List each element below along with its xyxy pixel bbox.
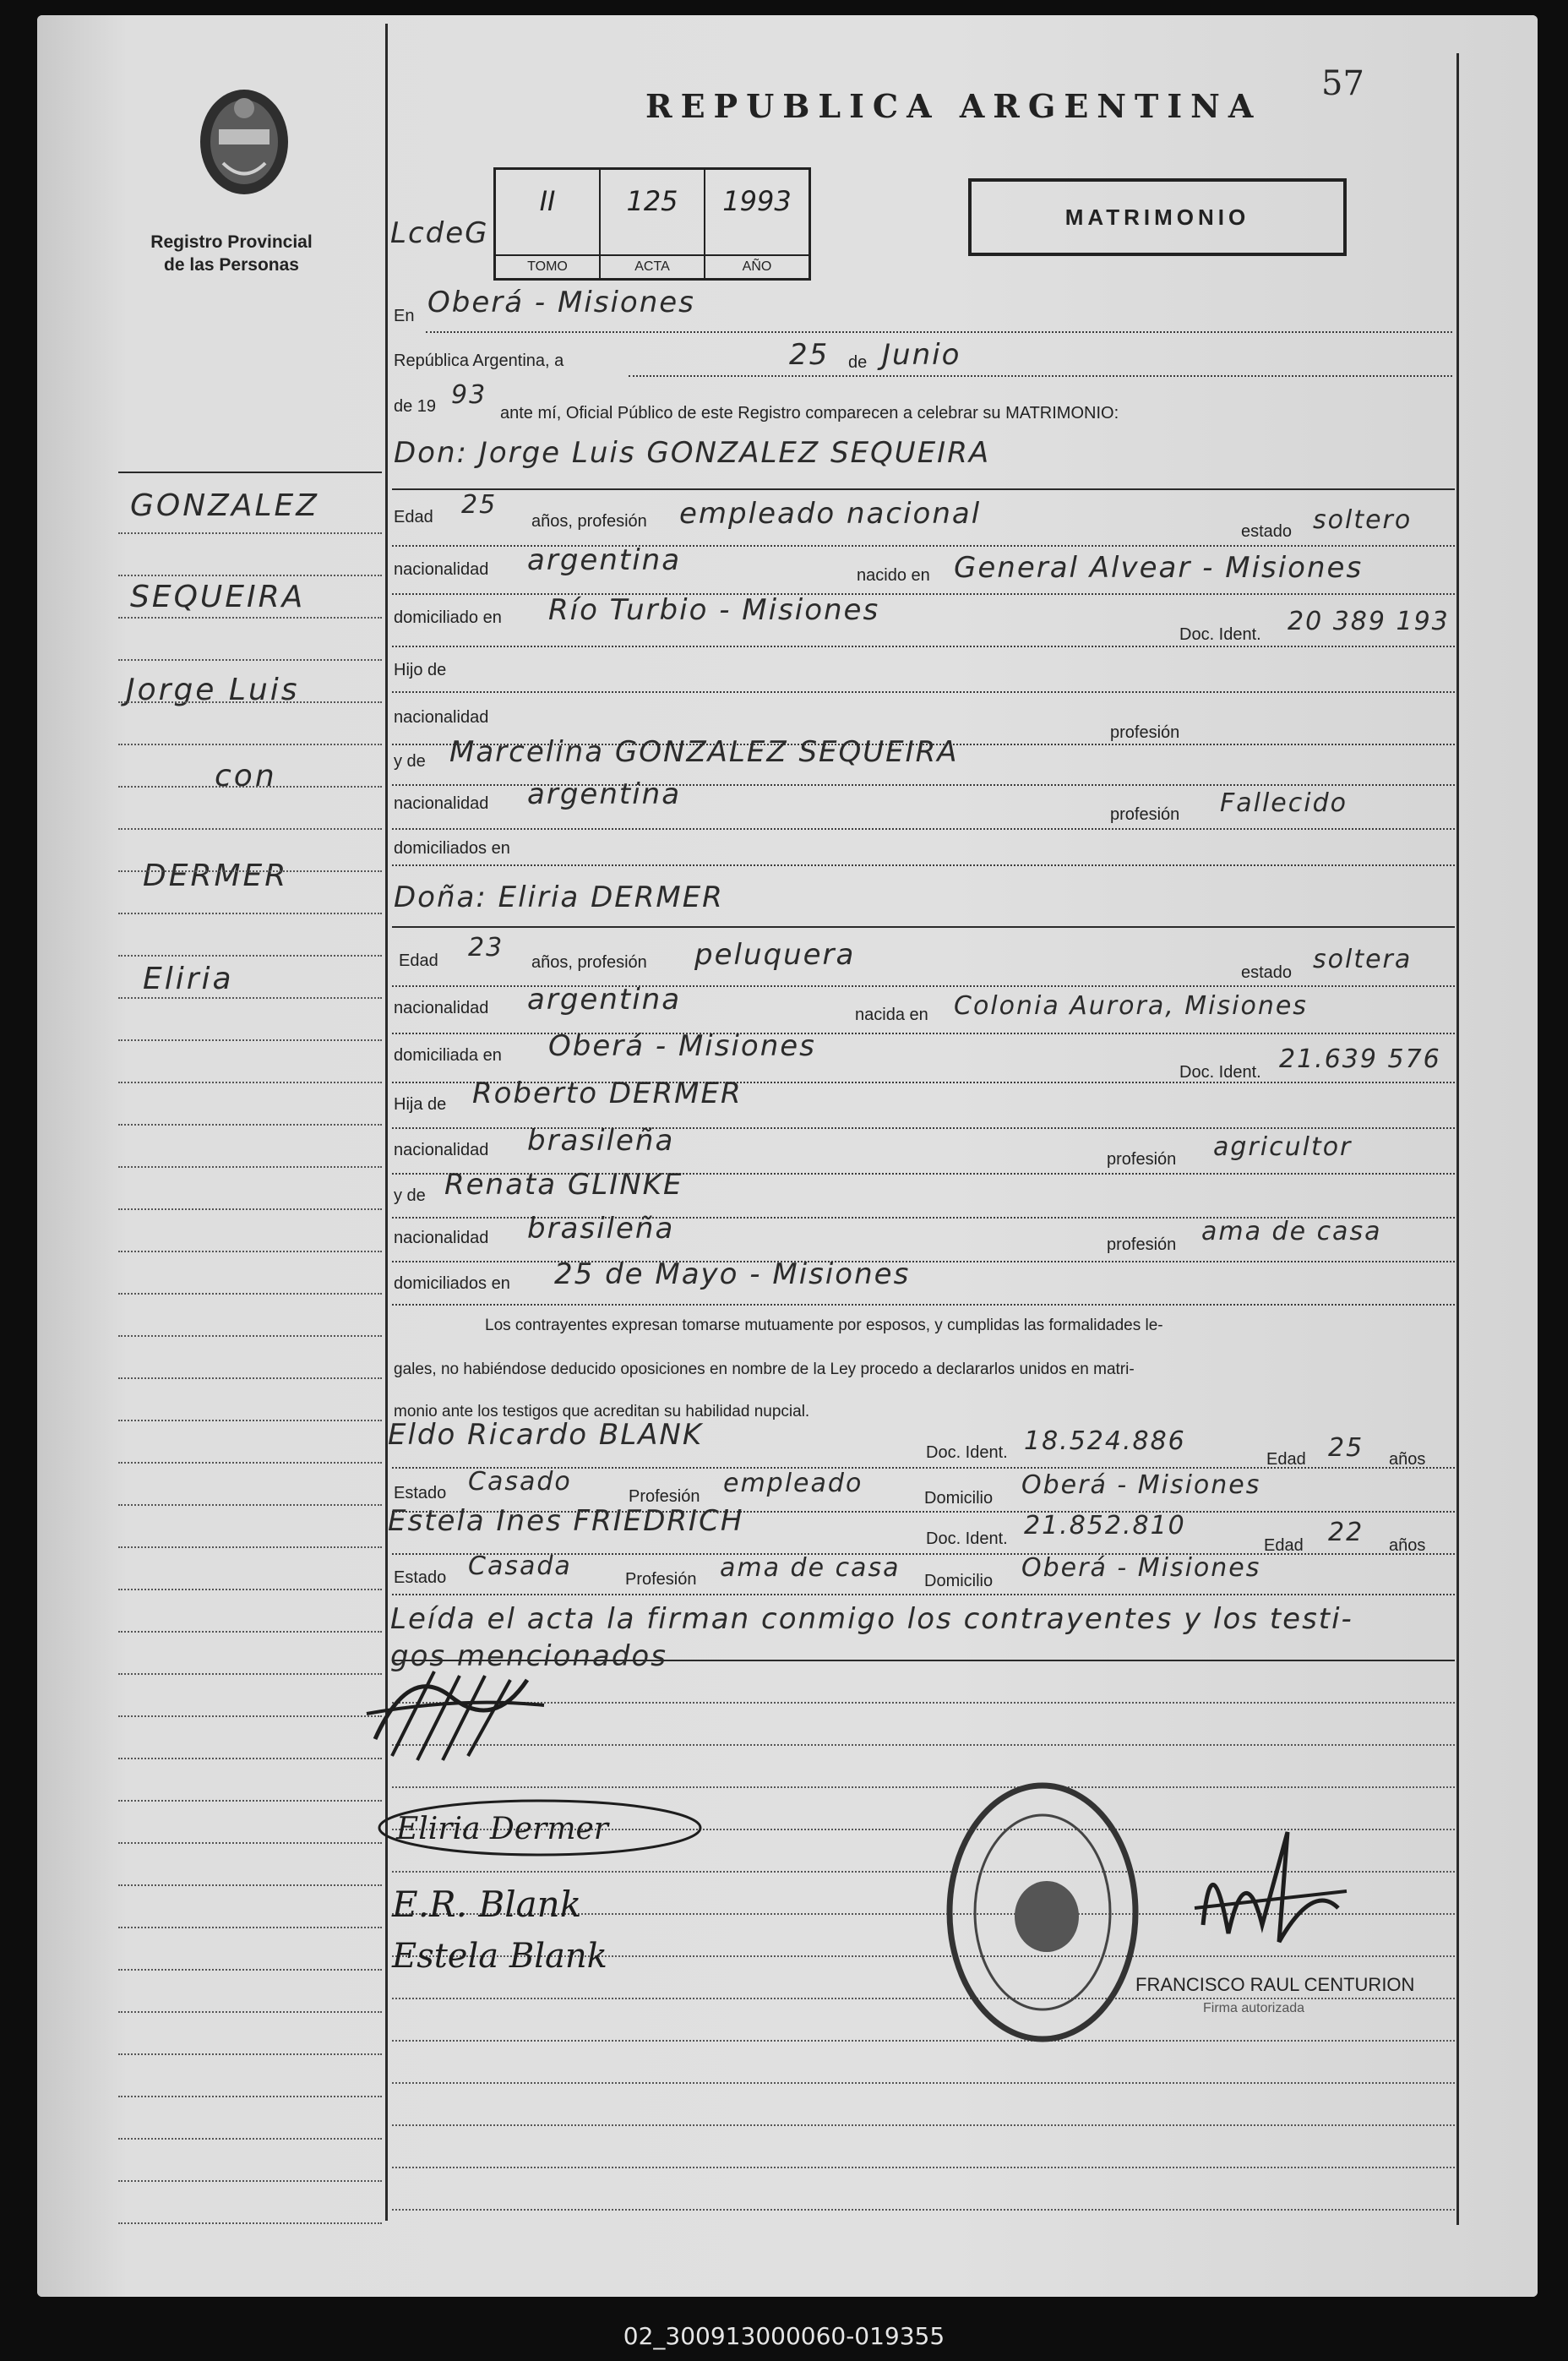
bride-profession: peluquera xyxy=(694,938,856,972)
ano-cell xyxy=(705,170,808,278)
margin-ruled-line xyxy=(118,828,382,830)
witness2-anos-label: años xyxy=(1389,1536,1426,1555)
ruled-line xyxy=(392,2040,1455,2042)
groom-dom-label: domiciliado en xyxy=(394,608,502,627)
witness2-signature-icon xyxy=(384,1925,671,1984)
groom-mother-nationality: argentina xyxy=(527,777,682,811)
witness1-doc-label: Doc. Ident. xyxy=(926,1443,1008,1462)
officer-caption: Firma autorizada xyxy=(1203,2001,1305,2015)
country-title: REPUBLICA ARGENTINA xyxy=(645,87,1262,125)
tomo-value: II xyxy=(539,185,556,217)
year: 93 xyxy=(451,380,487,410)
ano-value: 1993 xyxy=(722,185,792,217)
margin-ruled-line xyxy=(118,575,382,576)
margin-ruled-line xyxy=(118,913,382,914)
margin-ruled-line xyxy=(118,1504,382,1506)
ruled-line xyxy=(392,2209,1455,2211)
margin-ruled-line xyxy=(118,1251,382,1252)
ruled-line xyxy=(392,2167,1455,2168)
bride-mother: Renata GLINKE xyxy=(444,1168,683,1202)
margin-surname1: GONZALEZ xyxy=(130,488,319,523)
official-seal-icon xyxy=(941,1773,1144,2052)
bride-domicile: Oberá - Misiones xyxy=(548,1029,816,1063)
witness1-age: 25 xyxy=(1328,1433,1364,1463)
bride-signature-icon xyxy=(371,1790,709,1866)
margin-ruled-line xyxy=(118,1800,382,1802)
officer-name: FRANCISCO RAUL CENTURION xyxy=(1135,1974,1415,1995)
groom-estado: soltero xyxy=(1313,505,1413,535)
place: Oberá - Misiones xyxy=(427,286,695,319)
margin-bride-given: Eliria xyxy=(143,962,234,996)
bride-mother-profession: ama de casa xyxy=(1201,1217,1382,1246)
margin-ruled-line xyxy=(118,1166,382,1168)
margin-ruled-line xyxy=(118,1377,382,1379)
coat-of-arms-icon xyxy=(193,83,295,201)
date-line xyxy=(629,375,1452,377)
margin-ruled-line xyxy=(118,870,382,872)
groom-prof-label: profesión xyxy=(1110,723,1180,742)
ruled-line xyxy=(392,1786,1455,1788)
margin-bride-surname: DERMER xyxy=(143,859,289,893)
de-label: de xyxy=(848,353,868,372)
margin-ruled-line xyxy=(118,1293,382,1295)
witness2-name: Estela Ines FRIEDRICH xyxy=(388,1504,744,1538)
bride-hija-label: Hija de xyxy=(394,1095,447,1114)
groom-prof2-label: profesión xyxy=(1110,805,1180,824)
margin-ruled-line xyxy=(118,1715,382,1717)
declaration-line-2: gales, no habiéndose deducido oposiciones en nombre de la Ley procedo a declararlos unidos en matri- xyxy=(394,1360,1135,1378)
ruled-line xyxy=(392,2082,1455,2084)
witness2-estado-label: Estado xyxy=(394,1568,447,1587)
bride-age: 23 xyxy=(468,933,504,962)
tomo-label: TOMO xyxy=(496,254,599,278)
declaration-line-1: Los contrayentes expresan tomarse mutuamente por esposos, y cumplidas las formalidades le- xyxy=(485,1317,1163,1334)
groom-edad-label: Edad xyxy=(394,508,433,526)
margin-given: Jorge Luis xyxy=(126,673,300,707)
witness1-signature-text: E.R. Blank xyxy=(392,1884,582,1925)
document-page xyxy=(37,15,1538,2297)
bride-parents-domicile: 25 de Mayo - Misiones xyxy=(554,1257,911,1291)
groom-mother-profession: Fallecido xyxy=(1220,788,1348,818)
margin-con: con xyxy=(215,759,277,793)
groom-yde-label: y de xyxy=(394,752,426,771)
ruled-line xyxy=(392,2124,1455,2126)
groom-birthplace: General Alvear - Misiones xyxy=(954,551,1364,585)
bride-father: Roberto DERMER xyxy=(472,1077,743,1110)
margin-ruled-line xyxy=(118,786,382,788)
groom-anos-label: años, profesión xyxy=(531,512,647,531)
margin-ruled-line xyxy=(118,1420,382,1421)
groom-nac2-label: nacionalidad xyxy=(394,708,489,727)
bride-edad-label: Edad xyxy=(399,951,438,970)
witness1-edad-label: Edad xyxy=(1266,1450,1306,1469)
bride-nac-label: nacionalidad xyxy=(394,999,489,1017)
bride-doms-label: domiciliados en xyxy=(394,1274,510,1293)
groom-name: Don: Jorge Luis GONZALEZ SEQUEIRA xyxy=(394,436,991,470)
registry-name: Registro Provincial de las Personas xyxy=(150,232,313,275)
declaration-line-3: monio ante los testigos que acreditan su habilidad nupcial. xyxy=(394,1403,810,1420)
month: Junio xyxy=(882,338,961,372)
groom-nac-label: nacionalidad xyxy=(394,560,489,579)
acta-label: ACTA xyxy=(601,254,704,278)
book-code: LcdeG xyxy=(390,216,489,250)
acta-value: 125 xyxy=(626,185,678,217)
bride-name: Doña: Eliria DERMER xyxy=(394,881,724,914)
right-border xyxy=(1456,53,1459,2225)
closing-line-1: Leída el acta la firman conmigo los contrayentes y los testi- xyxy=(390,1602,1353,1636)
margin-ruled-line xyxy=(118,1631,382,1633)
officer-signature-icon xyxy=(1186,1807,1355,1976)
margin-ruled-line xyxy=(118,2011,382,2013)
witness2-signature-text: Estela Blank xyxy=(392,1937,607,1976)
intro-statement: ante mí, Oficial Público de este Registro comparecen a celebrar su MATRIMONIO: xyxy=(500,404,1119,423)
acta-cell xyxy=(601,170,705,278)
margin-ruled-line xyxy=(118,2053,382,2055)
bride-mother-nationality: brasileña xyxy=(527,1212,675,1246)
groom-doms-label: domiciliados en xyxy=(394,839,510,858)
witness2-prof-label: Profesión xyxy=(625,1570,697,1589)
groom-doc: 20 389 193 xyxy=(1288,607,1450,636)
witness2-doc-label: Doc. Ident. xyxy=(926,1529,1008,1548)
groom-age: 25 xyxy=(461,490,498,520)
margin-ruled-line xyxy=(118,955,382,957)
margin-ruled-line xyxy=(118,997,382,999)
bride-nationality: argentina xyxy=(527,983,682,1017)
witness1-profession: empleado xyxy=(723,1469,863,1498)
bride-father-nationality: brasileña xyxy=(527,1124,675,1158)
closing-line-2: gos mencionados xyxy=(390,1639,667,1673)
record-type-box: MATRIMONIO xyxy=(968,178,1347,256)
groom-profession: empleado nacional xyxy=(679,497,982,531)
de19-label: de 19 xyxy=(394,397,437,416)
margin-ruled-line xyxy=(118,1462,382,1464)
margin-ruled-line xyxy=(118,1927,382,1928)
bride-line-7 xyxy=(392,1261,1455,1262)
margin-ruled-line xyxy=(118,2096,382,2097)
witness1-estado: Casado xyxy=(468,1467,572,1497)
en-label: En xyxy=(394,307,415,325)
groom-line-8 xyxy=(392,864,1455,866)
witness1-doc: 18.524.886 xyxy=(1024,1426,1186,1456)
bride-prof2-label: profesión xyxy=(1107,1235,1177,1254)
witness2-doc: 21.852.810 xyxy=(1024,1511,1186,1540)
margin-ruled-line xyxy=(118,1673,382,1675)
witness1-prof-label: Profesión xyxy=(629,1487,700,1506)
bride-name-line xyxy=(392,926,1455,928)
bride-line-8 xyxy=(392,1304,1455,1306)
margin-ruled-line xyxy=(118,1758,382,1759)
witness2-line-2 xyxy=(392,1594,1455,1595)
bride-doc-label: Doc. Ident. xyxy=(1179,1063,1261,1082)
margin-ruled-line xyxy=(118,1842,382,1844)
witness1-anos-label: años xyxy=(1389,1450,1426,1469)
groom-doc-label: Doc. Ident. xyxy=(1179,625,1261,644)
witness2-profession: ama de casa xyxy=(720,1553,901,1583)
ano-label: AÑO xyxy=(705,254,808,278)
witness1-dom-label: Domicilio xyxy=(924,1489,994,1508)
bride-doc: 21.639 576 xyxy=(1279,1044,1441,1074)
witness2-domicile: Oberá - Misiones xyxy=(1021,1553,1261,1583)
page-number: 57 xyxy=(1321,64,1364,103)
margin-ruled-line xyxy=(118,744,382,745)
margin-ruled-line xyxy=(118,701,382,703)
groom-line-4 xyxy=(392,691,1455,693)
footer-id: 02_300913000060-019355 xyxy=(623,2322,945,2350)
ruled-line xyxy=(392,1998,1455,1999)
witness2-edad-label: Edad xyxy=(1264,1536,1304,1555)
groom-signature-icon xyxy=(358,1646,553,1773)
bride-anos-label: años, profesión xyxy=(531,953,647,972)
bride-birthplace: Colonia Aurora, Misiones xyxy=(954,991,1308,1021)
margin-ruled-line xyxy=(118,532,382,534)
witness2-dom-label: Domicilio xyxy=(924,1572,994,1590)
groom-domicile: Río Turbio - Misiones xyxy=(548,593,880,627)
margin-ruled-line xyxy=(118,1335,382,1337)
bride-dom-label: domiciliada en xyxy=(394,1046,502,1065)
margin-ruled-line xyxy=(118,2138,382,2140)
bride-nac3-label: nacionalidad xyxy=(394,1229,489,1247)
republica-label: República Argentina, a xyxy=(394,352,564,370)
bride-nacida-label: nacida en xyxy=(855,1006,928,1024)
groom-nationality: argentina xyxy=(527,543,682,577)
bride-estado-label: estado xyxy=(1241,963,1293,982)
groom-line-3 xyxy=(392,646,1455,647)
witness1-domicile: Oberá - Misiones xyxy=(1021,1470,1261,1500)
groom-line-7 xyxy=(392,828,1455,830)
bride-prof-label: profesión xyxy=(1107,1150,1177,1169)
groom-name-line xyxy=(392,488,1455,490)
margin-top-rule xyxy=(118,472,382,473)
witness1-name: Eldo Ricardo BLANK xyxy=(388,1418,704,1452)
bride-yde-label: y de xyxy=(394,1186,426,1205)
bride-father-profession: agricultor xyxy=(1213,1132,1353,1162)
witness1-estado-label: Estado xyxy=(394,1484,447,1502)
tomo-cell xyxy=(496,170,601,278)
record-number-table xyxy=(493,167,811,281)
margin-ruled-line xyxy=(118,1589,382,1590)
witness2-age: 22 xyxy=(1328,1518,1364,1547)
margin-ruled-line xyxy=(118,1884,382,1886)
margin-ruled-line xyxy=(118,2222,382,2224)
groom-nacido-label: nacido en xyxy=(857,566,930,585)
bride-nac2-label: nacionalidad xyxy=(394,1141,489,1159)
margin-ruled-line xyxy=(118,1969,382,1971)
groom-hijo-label: Hijo de xyxy=(394,661,447,679)
witness2-estado: Casada xyxy=(468,1551,572,1581)
bride-signature-text: Eliria Dermer xyxy=(396,1812,608,1846)
margin-ruled-line xyxy=(118,617,382,619)
margin-ruled-line xyxy=(118,1082,382,1083)
margin-ruled-line xyxy=(118,1208,382,1210)
bride-estado: soltera xyxy=(1313,945,1413,974)
margin-ruled-line xyxy=(118,659,382,661)
place-line xyxy=(426,331,1452,333)
margin-ruled-line xyxy=(118,1039,382,1041)
groom-estado-label: estado xyxy=(1241,522,1293,541)
groom-mother: Marcelina GONZALEZ SEQUEIRA xyxy=(449,735,959,769)
margin-ruled-line xyxy=(118,1546,382,1548)
margin-ruled-line xyxy=(118,2180,382,2182)
day: 25 xyxy=(789,338,830,372)
margin-ruled-line xyxy=(118,1124,382,1126)
margin-surname2: SEQUEIRA xyxy=(130,580,306,614)
groom-nac3-label: nacionalidad xyxy=(394,794,489,813)
